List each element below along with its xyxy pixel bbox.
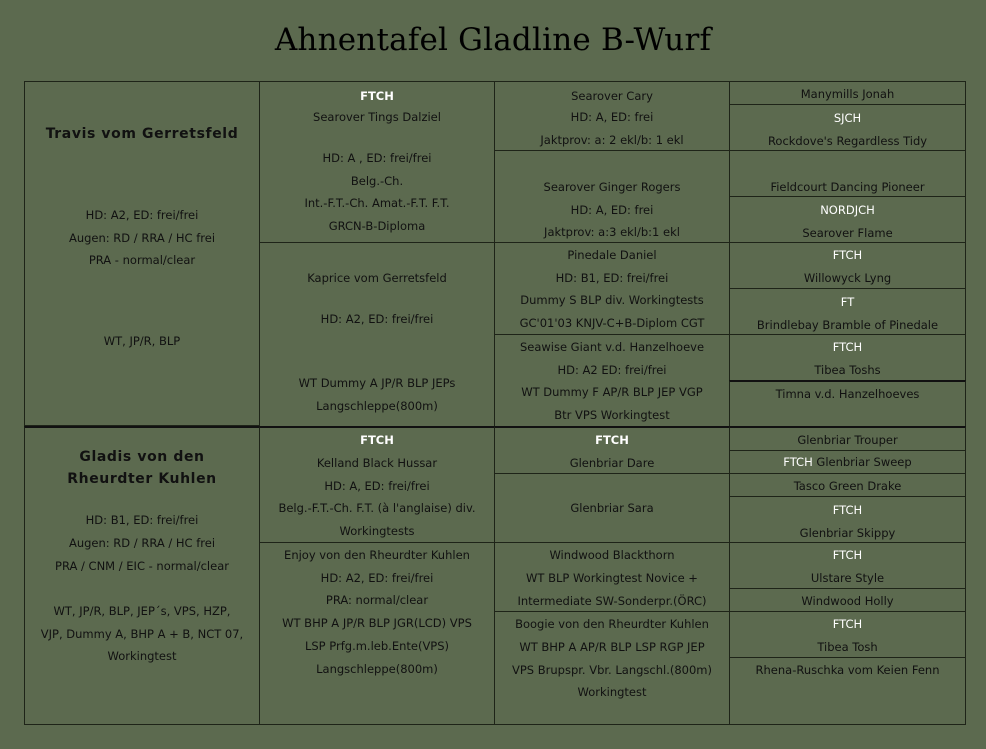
sire-mother-works-1: WT Dummy A JP/R BLP JEPs: [298, 376, 456, 390]
rockdove-tidy-cell: [729, 104, 966, 151]
glenbriar-skippy-cell: [729, 496, 966, 543]
glenbriar-trouper-cell: [729, 426, 966, 451]
windwood-blackthorn-works-2: Intermediate SW-Sonderpr.(ÖRC): [517, 594, 707, 608]
sire-health: HD: A2, ED: frei/frei: [85, 208, 199, 222]
dam-mother-name: Enjoy von den Rheurdter Kuhlen: [284, 548, 470, 562]
dam-father-title: FTCH: [360, 433, 394, 447]
sire-father-title: FTCH: [360, 89, 394, 103]
dam-father-name: Kelland Black Hussar: [316, 456, 438, 470]
tasco-name: Tasco Green Drake: [793, 479, 902, 493]
ulstare-cell: [729, 542, 966, 589]
boogie-name: Boogie von den Rheurdter Kuhlen: [515, 617, 709, 631]
dam-mother-works-2: LSP Prfg.m.leb.Ente(VPS): [304, 639, 450, 653]
searover-cary-health: HD: A, ED: frei: [570, 110, 654, 124]
dam-works-1: WT, JP/R, BLP, JEP´s, VPS, HZP,: [53, 604, 231, 618]
page-title: Ahnentafel Gladline B-Wurf: [274, 22, 712, 58]
pinedale-daniel-works: Dummy S BLP div. Workingtests: [520, 293, 704, 307]
rockdove-tidy-name: Rockdove's Regardless Tidy: [767, 134, 928, 148]
sire-father-info-2: Belg.-Ch.: [350, 174, 404, 188]
dam-father-cell: [259, 426, 495, 543]
pinedale-daniel-diploma: GC'01'03 KNJV-C+B-Diplom CGT: [519, 316, 705, 330]
searover-cary-cell: [494, 81, 730, 151]
glenbriar-sweep-line: [730, 455, 965, 469]
dam-mother-works-1: WT BHP A JP/R BLP JGR(LCD) VPS: [282, 616, 472, 630]
sire-mother-works-2: Langschleppe(800m): [316, 399, 438, 413]
searover-flame-name: Searover Flame: [802, 226, 893, 240]
searover-ginger-jaktprov: Jaktprov: a:3 ekl/b:1 ekl: [544, 225, 680, 239]
sire-mother-name: Kaprice vom Gerretsfeld: [307, 271, 447, 285]
tibea-tosh-cell: [729, 611, 966, 658]
pinedale-daniel-health: HD: B1, ED: frei/frei: [555, 271, 669, 285]
dam-eyes: Augen: RD / RRA / HC frei: [68, 536, 216, 550]
tibea-toshs-name: Tibea Toshs: [814, 363, 881, 377]
tibea-tosh-name: Tibea Tosh: [817, 640, 878, 654]
searover-ginger-name: Searover Ginger Rogers: [543, 180, 681, 194]
willowyck-lyng-title: FTCH: [832, 248, 863, 262]
dam-health: HD: B1, ED: frei/frei: [85, 513, 199, 527]
sire-father-health: HD: A , ED: frei/frei: [322, 151, 432, 165]
fieldcourt-name: Fieldcourt Dancing Pioneer: [770, 180, 925, 194]
rockdove-tidy-title: SJCH: [833, 111, 862, 125]
glenbriar-skippy-name: Glenbriar Skippy: [799, 526, 896, 540]
seawise-giant-cell: [494, 334, 730, 427]
searover-flame-title: NORDJCH: [820, 203, 875, 217]
ulstare-name: Ulstare Style: [810, 571, 885, 585]
dam-works-3: Workingtest: [107, 649, 177, 663]
glenbriar-dare-name: Glenbriar Dare: [569, 456, 655, 470]
boogie-works-1: WT BHP A AP/R BLP LSP RGP JEP: [519, 640, 705, 654]
sire-pra: PRA - normal/clear: [88, 253, 196, 267]
glenbriar-sweep-title: FTCH: [783, 455, 813, 469]
timna-cell: [729, 380, 966, 427]
dam-name-line-2: Rheurdter Kuhlen: [67, 471, 217, 487]
boogie-works-2: VPS Brupspr. Vbr. Langschl.(800m): [511, 663, 712, 677]
seawise-giant-health: HD: A2 ED: frei/frei: [557, 363, 667, 377]
manymills-jonah-cell: [729, 81, 966, 105]
fieldcourt-cell: [729, 150, 966, 197]
dam-mother-pra: PRA: normal/clear: [325, 593, 429, 607]
rhena-cell: [729, 657, 966, 725]
sire-father-name: Searover Tings Dalziel: [313, 110, 441, 124]
dam-mother-works-3: Langschleppe(800m): [316, 662, 438, 676]
glenbriar-sara-cell: [494, 473, 730, 543]
willowyck-lyng-cell: [729, 242, 966, 289]
sire-father-cell: [259, 81, 495, 243]
ulstare-title: FTCH: [832, 548, 863, 562]
seawise-giant-works-1: WT Dummy F AP/R BLP JEP VGP: [521, 385, 703, 399]
sire-cell: [24, 81, 260, 426]
windwood-blackthorn-cell: [494, 542, 730, 612]
brindlebay-name: Brindlebay Bramble of Pinedale: [756, 318, 939, 332]
glenbriar-sara-name: Glenbriar Sara: [570, 501, 654, 515]
sire-eyes: Augen: RD / RRA / HC frei: [68, 231, 216, 245]
sire-mother-cell: [259, 242, 495, 427]
sire-father-info-3: Int.-F.T.-Ch. Amat.-F.T. F.T.: [304, 196, 450, 210]
sire-name: Travis vom Gerretsfeld: [45, 126, 239, 142]
glenbriar-trouper-name: Glenbriar Trouper: [797, 433, 898, 447]
dam-mother-health: HD: A2, ED: frei/frei: [320, 571, 434, 585]
searover-cary-jaktprov: Jaktprov: a: 2 ekl/b: 1 ekl: [540, 133, 684, 147]
brindlebay-cell: [729, 288, 966, 335]
manymills-jonah-name: Manymills Jonah: [800, 87, 895, 101]
dam-mother-cell: [259, 542, 495, 725]
pinedale-daniel-name: Pinedale Daniel: [567, 248, 657, 262]
dam-father-health: HD: A, ED: frei/frei: [324, 479, 430, 493]
rhena-name: Rhena-Ruschka vom Keien Fenn: [755, 663, 940, 677]
windwood-blackthorn-works-1: WT BLP Workingtest Novice +: [526, 571, 698, 585]
seawise-giant-name: Seawise Giant v.d. Hanzelhoeve: [519, 340, 705, 354]
tibea-tosh-title: FTCH: [832, 617, 863, 631]
pedigree-table: [24, 81, 966, 725]
pinedale-daniel-cell: [494, 242, 730, 335]
willowyck-lyng-name: Willowyck Lyng: [803, 271, 892, 285]
sire-works: WT, JP/R, BLP: [103, 334, 181, 348]
brindlebay-title: FT: [840, 295, 855, 309]
boogie-works-3: Workingtest: [577, 685, 647, 699]
glenbriar-sweep-name: Glenbriar Sweep: [812, 455, 912, 469]
dam-works-2: VJP, Dummy A, BHP A + B, NCT 07,: [40, 627, 244, 641]
dam-cell: [24, 426, 260, 725]
timna-name: Timna v.d. Hanzelhoeves: [775, 387, 920, 401]
dam-father-info-2: Belg.-F.T.-Ch. F.T. (à l'anglaise) div.: [278, 501, 476, 515]
sire-mother-health: HD: A2, ED: frei/frei: [320, 312, 434, 326]
searover-ginger-health: HD: A, ED: frei: [570, 203, 654, 217]
sire-father-info-4: GRCN-B-Diploma: [328, 219, 426, 233]
windwood-holly-name: Windwood Holly: [801, 594, 894, 608]
windwood-holly-cell: [729, 588, 966, 612]
boogie-cell: [494, 611, 730, 725]
tibea-toshs-title: FTCH: [832, 340, 863, 354]
dam-pra: PRA / CNM / EIC - normal/clear: [55, 559, 229, 573]
searover-flame-cell: [729, 196, 966, 243]
tibea-toshs-cell: [729, 334, 966, 381]
dam-name-line-1: Gladis von den: [79, 449, 205, 465]
dam-father-info-3: Workingtests: [339, 524, 415, 538]
glenbriar-dare-title: FTCH: [595, 433, 629, 447]
windwood-blackthorn-name: Windwood Blackthorn: [549, 548, 675, 562]
glenbriar-dare-cell: [494, 426, 730, 474]
searover-cary-name: Searover Cary: [571, 89, 653, 103]
glenbriar-sweep-cell: [729, 450, 966, 474]
seawise-giant-works-2: Btr VPS Workingtest: [554, 408, 670, 422]
searover-ginger-cell: [494, 150, 730, 243]
glenbriar-skippy-title: FTCH: [832, 503, 863, 517]
tasco-cell: [729, 473, 966, 497]
